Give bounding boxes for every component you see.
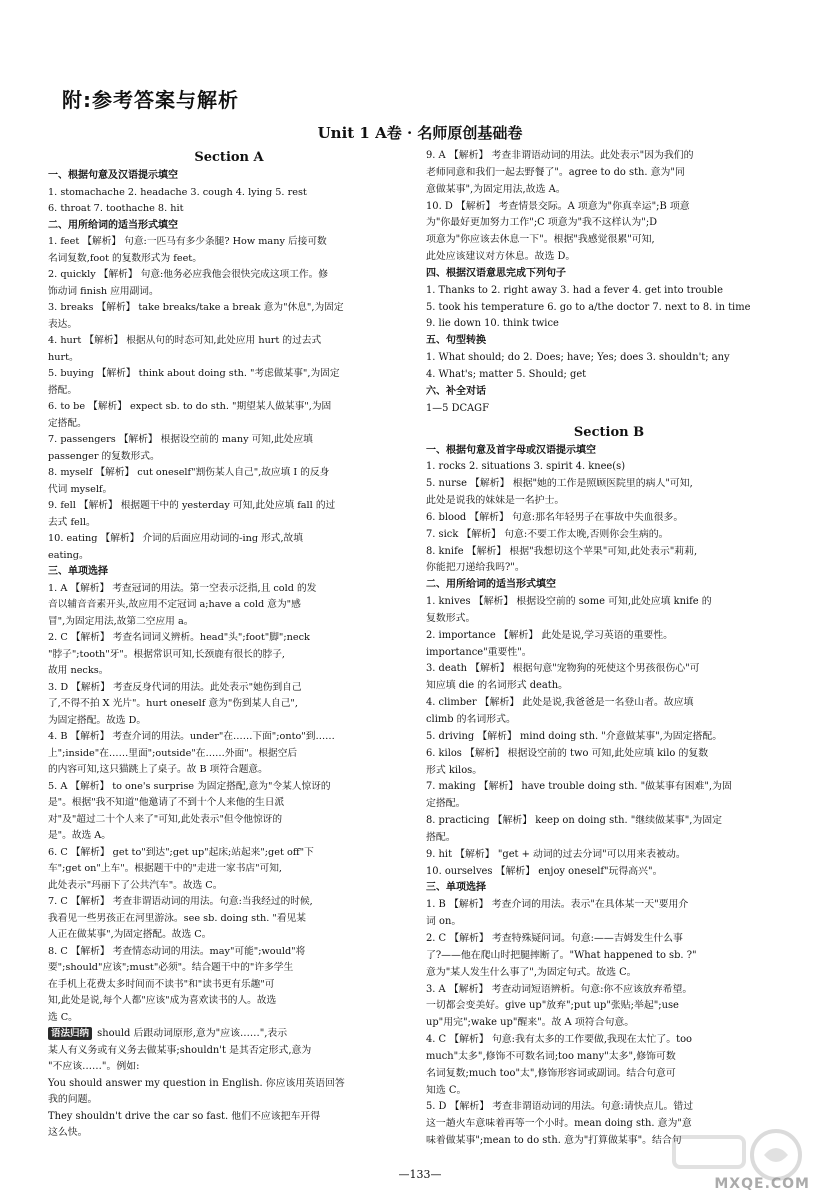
section-title: Section A: [194, 150, 264, 165]
answer-line: 2. C 【解析】 考查名词词义辨析。head"头";foot"脚";neck: [48, 632, 310, 643]
answer-line: 冒",为固定用法,故第二空应用 a。: [48, 615, 194, 627]
answer-line: 4. hurt 【解析】 根据从句的时态可知,此处应用 hurt 的过去式: [48, 335, 322, 346]
answer-line: 6. C 【解析】 get to"到达";get up"起床;站起来";get off"下: [48, 846, 314, 858]
answer-line: 10. eating 【解析】 介词的后面应用动词的-ing 形式,故填: [48, 533, 303, 544]
page-number: —133—: [398, 1168, 442, 1181]
answer-line: 4. climber 【解析】 此处是说,我爸爸是一名登山者。故应填: [426, 697, 694, 709]
answer-line: 9. A 【解析】 考查非谓语动词的用法。此处表示"因为我们的: [426, 150, 694, 161]
answer-line: 我看见一些男孩正在河里游泳。see sb. doing sth. "看见某: [48, 912, 306, 924]
answer-line: 2. quickly 【解析】 句意:他务必应我他会很快完成这项工作。修: [48, 269, 328, 280]
answer-line: 1. A 【解析】 考查冠词的用法。第一空表示泛指,且 cold 的发: [48, 582, 317, 594]
answer-line: 人正在做某事",为固定搭配。故选 C。: [48, 929, 212, 940]
answer-line: 车";get on"上车"。根据题干中的"走进一家书店"可知,: [48, 863, 282, 874]
grammar-note-text: should 后跟动词原形,意为"应该……",表示: [94, 1028, 288, 1039]
answer-line: 1—5 DCAGF: [426, 402, 489, 414]
answer-line: up"用完";wake up"醒来"。故 A 项符合句意。: [426, 1017, 635, 1029]
answer-line: 5. buying 【解析】 think about doing sth. "考虑做某事",为固定: [48, 368, 340, 379]
answer-line: 3. breaks 【解析】 take breaks/take a break 意为"休息",为固定: [48, 302, 344, 313]
answer-line: 1. knives 【解析】 根据设空前的 some 可知,此处应填 knife 的: [426, 596, 712, 608]
answer-line: 是"。根据"我不知道"他邀请了不到十个人来他的生日派: [48, 797, 285, 808]
answer-line: 1. Thanks to 2. right away 3. had a fever 4. get into trouble: [426, 284, 723, 296]
answer-line: 5. took his temperature 6. go to a/the doctor 7. next to 8. in time: [426, 301, 751, 313]
section-title: Section B: [573, 424, 645, 440]
answer-line: 1. feet 【解析】 句意:一匹马有多少条腿? How many 后接可数: [48, 236, 327, 247]
answer-line: 的内容可知,这只猫跳上了桌子。故 B 项符合题意。: [48, 764, 268, 775]
answer-line: 这一趟火车意味着再等一个小时。mean doing sth. 意为"意: [426, 1118, 692, 1130]
left-column: [48, 148, 410, 1142]
appendix-title: 附:参考答案与解析: [62, 88, 239, 112]
answer-line: 为固定搭配。故选 D。: [48, 714, 147, 726]
answer-line: 项意为"你应该去休息一下"。根据"我感觉很累"可知,: [426, 234, 655, 246]
grammar-note-line: [48, 1026, 410, 1043]
answer-line: 意做某事",为固定用法,故选 A。: [426, 183, 566, 195]
answer-line: hurt。: [48, 351, 79, 363]
answer-line: 在手机上花费太多时间而不读书"和"读书更有乐趣"可: [48, 978, 275, 990]
exercise-heading: 四、根据汉语意思完成下列句子: [426, 267, 566, 279]
answer-line: 了,不得不拍 X 光片"。hurt oneself 意为"伤到某人自己",: [48, 698, 298, 709]
answer-line: 1. rocks 2. situations 3. spirit 4. knee(s): [426, 461, 626, 473]
answer-line: 复数形式。: [426, 612, 476, 624]
exercise-heading: 二、用所给词的适当形式填空: [48, 219, 178, 231]
grammar-note-line: "不应该……"。例如:: [48, 1061, 140, 1072]
grammar-note-line: You should answer my question in English. 你应该用英语回答: [48, 1077, 345, 1089]
answer-line: 1. What should; do 2. Does; have; Yes; does 3. shouldn't; any: [426, 352, 730, 364]
answer-line: 10. D 【解析】 考查情景交际。A 项意为"你真幸运";B 项意: [426, 200, 690, 212]
right-column: [426, 148, 792, 1150]
answer-line: 味着做某事";mean to do sth. 意为"打算做某事"。结合句: [426, 1135, 682, 1147]
grammar-note-line: 这么快。: [48, 1127, 88, 1138]
unit-title: Unit 1 A卷 · 名师原创基础卷: [317, 124, 523, 142]
grammar-summary-tag: 语法归纳: [48, 1027, 92, 1040]
answer-line: 6. kilos 【解析】 根据设空前的 two 可知,此处应填 kilo 的复数: [426, 747, 709, 759]
answer-line: 定搭配。: [426, 798, 466, 810]
answer-line: 此处是说我的妹妹是一名护士。: [426, 495, 565, 507]
answer-line: 6. to be 【解析】 expect sb. to do sth. "期望某人做某事",为固: [48, 401, 332, 412]
answer-line: 5. A 【解析】 to one's surprise 为固定搭配,意为"令某人惊讶的: [48, 780, 331, 792]
exercise-heading: 一、根据句意及首字母或汉语提示填空: [426, 444, 596, 456]
answer-line: 形式 kilos。: [426, 764, 483, 776]
answer-line: 4. What's; matter 5. Should; get: [426, 368, 587, 380]
answer-line: 5. nurse 【解析】 根据"她的工作是照顾医院里的病人"可知,: [426, 478, 693, 490]
answer-line: 选 C。: [48, 1011, 78, 1023]
answer-line: 上";inside"在……里面";outside"在……外面"。根据空后: [48, 747, 298, 759]
answer-line: passenger 的复数形式。: [48, 450, 160, 462]
grammar-note-line: 某人有义务或有义务去做某事;shouldn't 是其否定形式,意为: [48, 1044, 312, 1056]
answer-line: eating。: [48, 549, 89, 561]
exercise-heading: 五、句型转换: [426, 335, 486, 347]
answer-line: 3. D 【解析】 考查反身代词的用法。此处表示"她伤到自己: [48, 681, 302, 693]
answer-line: 定搭配。: [48, 417, 87, 429]
answer-line: 6. throat 7. toothache 8. hit: [48, 203, 184, 214]
answer-line: 5. driving 【解析】 mind doing sth. "介意做某事",为固定搭配。: [426, 730, 723, 742]
answer-line: 名词复数;much too"太",修饰形容词或副词。结合句意可: [426, 1067, 676, 1079]
answer-line: 知选 C。: [426, 1084, 467, 1096]
answer-line: 10. ourselves 【解析】 enjoy oneself"玩得高兴"。: [426, 865, 663, 877]
answer-line: 此处表示"玛丽下了公共汽车"。故选 C。: [48, 879, 223, 891]
exercise-heading: 六、补全对话: [426, 385, 486, 397]
answer-line: much"太多",修饰不可数名词;too many"太多",修饰可数: [426, 1050, 676, 1062]
answer-line: 7. C 【解析】 考查非谓语动词的用法。句意:当我经过的时候,: [48, 896, 313, 907]
answer-line: 故用 necks。: [48, 665, 109, 676]
answer-line: 8. C 【解析】 考查情态动词的用法。may"可能";would"将: [48, 945, 306, 957]
answer-line: 5. D 【解析】 考查非谓语动词的用法。句意:请快点儿。错过: [426, 1101, 694, 1113]
answer-line: 2. C 【解析】 考查特殊疑问词。句意:——吉姆发生什么事: [426, 932, 683, 944]
answer-line: 要";should"应该";must"必须"。结合题干中的"许多学生: [48, 962, 294, 973]
answer-line: 2. importance 【解析】 此处是说,学习英语的重要性。: [426, 629, 673, 641]
exercise-heading: 一、根据句意及汉语提示填空: [48, 170, 178, 181]
answer-line: 知应填 die 的名词形式 death。: [426, 680, 568, 692]
answer-line: 知,此处是说,每个人都"应该"成为喜欢读书的人。故选: [48, 995, 277, 1006]
answer-line: climb 的名词形式。: [426, 714, 516, 725]
answer-line: 9. lie down 10. think twice: [426, 318, 559, 330]
answer-line: 4. B 【解析】 考查介词的用法。under"在……下面";onto"到……: [48, 731, 335, 742]
answer-line: 8. myself 【解析】 cut oneself"割伤某人自己",故应填 I 的反身: [48, 467, 330, 478]
answer-line: 意为"某人发生什么事了",为固定句式。故选 C。: [426, 966, 637, 978]
answer-line: 9. hit 【解析】 "get + 动词的过去分词"可以用来表被动。: [426, 848, 686, 860]
answer-line: 7. making 【解析】 have trouble doing sth. "做某事有困难",为固: [426, 781, 732, 793]
exercise-heading: 三、单项选择: [426, 882, 486, 894]
answer-line: 为"你最好更加努力工作";C 项意为"我不这样认为";D: [426, 217, 658, 229]
answer-line: "脖子";tooth"牙"。根据常识可知,长颈鹿有很长的脖子,: [48, 648, 285, 660]
answer-line: 4. C 【解析】 句意:我有太多的工作要做,我现在太忙了。too: [426, 1034, 692, 1046]
exercise-heading: 二、用所给词的适当形式填空: [426, 579, 556, 591]
answer-line: 1. stomachache 2. headache 3. cough 4. lying 5. rest: [48, 186, 307, 198]
answer-line: 表达。: [48, 318, 78, 330]
answer-line: 8. knife 【解析】 根据"我想切这个苹果"可知,此处表示"莉莉,: [426, 545, 698, 557]
answer-line: 搭配。: [48, 384, 78, 396]
exercise-heading: 三、单项选择: [48, 566, 108, 577]
answer-line: 对"及"超过二十个人来了"可知,此处表示"但令他惊讶的: [48, 813, 283, 825]
answer-line: 1. B 【解析】 考查介词的用法。表示"在具体某一天"要用介: [426, 899, 689, 911]
answer-line: 老师同意和我们一起去野餐了"。agree to do sth. 意为"同: [426, 166, 685, 178]
grammar-note-line: 我的问题。: [48, 1094, 98, 1105]
answer-line: 了?——他在爬山时把腿摔断了。"What happened to sb. ?": [426, 949, 697, 961]
answer-line: 词 on。: [426, 916, 462, 928]
answer-line: 6. blood 【解析】 句意:那名年轻男子在事故中失血很多。: [426, 511, 684, 523]
answer-line: 9. fell 【解析】 根据题干中的 yesterday 可知,此处应填 fall 的过: [48, 500, 336, 511]
answer-line: 7. passengers 【解析】 根据设空前的 many 可知,此处应填: [48, 434, 313, 445]
answer-line: 音以辅音音素开头,故应用不定冠词 a;have a cold 意为"感: [48, 599, 301, 610]
answer-line: 一切都会变美好。give up"放弃";put up"张贴;举起";use: [426, 1000, 679, 1012]
grammar-note: [48, 1026, 410, 1142]
answer-line: 搭配。: [426, 831, 456, 843]
answer-line: 是"。故选 A。: [48, 830, 111, 841]
answer-line: 你能把刀递给我吗?"。: [426, 562, 525, 574]
answer-line: 7. sick 【解析】 句意:不要工作太晚,否则你会生病的。: [426, 528, 669, 540]
answer-line: 名词复数,foot 的复数形式为 feet。: [48, 252, 202, 264]
answer-line: 饰动词 finish 应用副词。: [48, 285, 159, 297]
answer-line: 去式 fell。: [48, 516, 96, 528]
watermark-text: MXQE.COM: [714, 1176, 810, 1192]
answer-line: importance"重要性"。: [426, 646, 532, 658]
grammar-note-line: They shouldn't drive the car so fast. 他们不应该把车开得: [48, 1110, 321, 1122]
answer-line: 此处应该建议对方休息。故选 D。: [426, 251, 576, 263]
answer-line: 8. practicing 【解析】 keep on doing sth. "继续做某事",为固定: [426, 815, 723, 827]
answer-line: 代词 myself。: [48, 483, 113, 495]
answer-line: 3. death 【解析】 根据句意"宠物狗的死使这个男孩很伤心"可: [426, 663, 700, 675]
answer-line: 3. A 【解析】 考查动词短语辨析。句意:你不应该放弃希望。: [426, 983, 693, 995]
